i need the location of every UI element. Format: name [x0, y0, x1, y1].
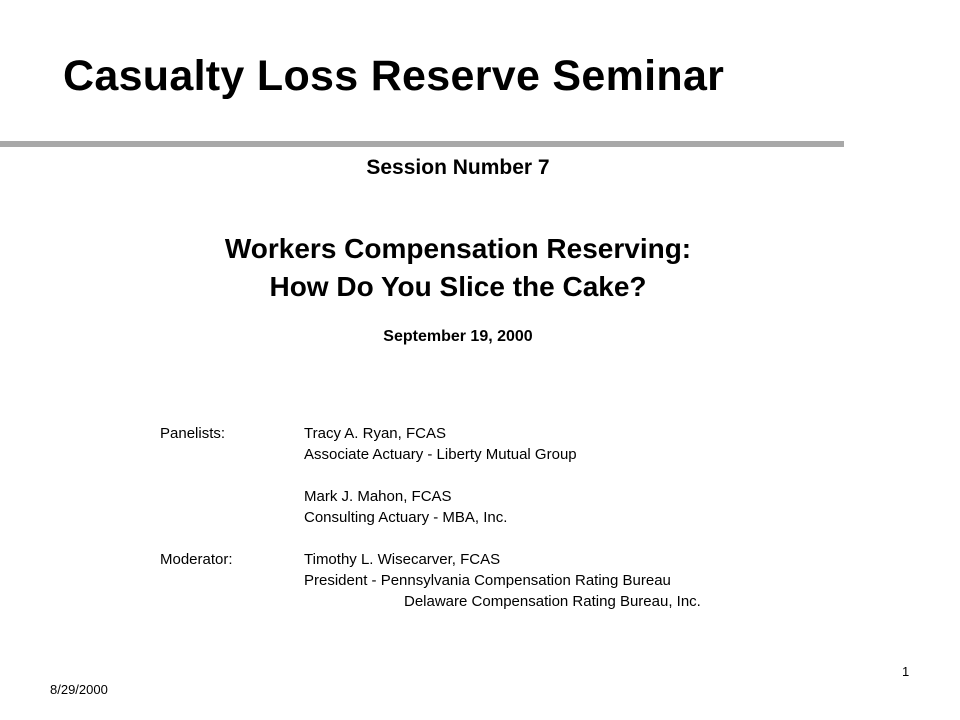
moderator-label: Moderator:: [160, 551, 233, 568]
panelists-label: Panelists:: [160, 425, 226, 442]
title-divider: [0, 141, 844, 147]
panelist-2-title: Consulting Actuary - MBA, Inc.: [304, 509, 508, 526]
session-number: Session Number 7: [366, 156, 550, 179]
moderator-name: Timothy L. Wisecarver, FCAS: [304, 551, 501, 568]
slide-title: Casualty Loss Reserve Seminar: [63, 52, 725, 100]
session-date: September 19, 2000: [383, 328, 533, 345]
page-number: 1: [902, 664, 910, 679]
panelist-1-title: Associate Actuary - Liberty Mutual Group: [304, 446, 577, 463]
moderator-title-1: President - Pennsylvania Compensation Rating Bureau: [304, 572, 671, 589]
panelist-1-name: Tracy A. Ryan, FCAS: [304, 425, 446, 442]
moderator-title-2: Delaware Compensation Rating Bureau, Inc.: [404, 593, 701, 610]
footer-date: 8/29/2000: [50, 682, 108, 697]
session-title: [0, 230, 916, 306]
session-title-line-2: How Do You Slice the Cake?: [269, 271, 647, 302]
session-title-line-1: Workers Compensation Reserving:: [224, 233, 692, 264]
panelist-2-name: Mark J. Mahon, FCAS: [304, 488, 452, 505]
